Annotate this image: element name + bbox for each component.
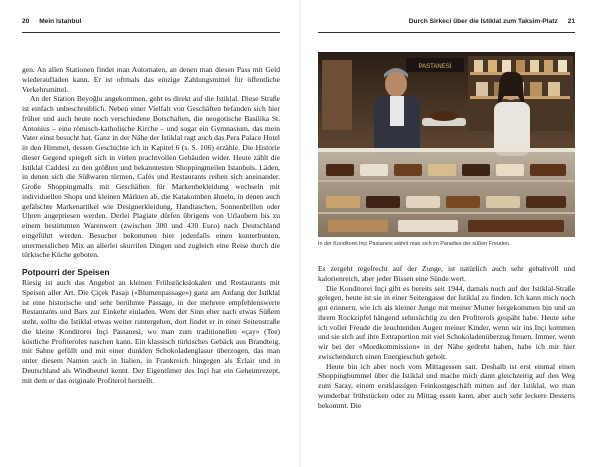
pastry-shop-photo: [318, 52, 575, 237]
paragraph: Riesig ist auch das Angebot an kleinen Frühstückslokalen und Restaurants mit Speisen aller Art. Die Çiçek Pasajı («Blumenpassage») ganz am Anfang der Istiklal ist eine historische und sehr berühmte Passage, in der mehrere empfehlenswerte Restaurants und Bars zur Einkehr einladen. Wem der Sinn eher nach etwas Süßem steht, sollte die Istiklal etwas weiter runtergehen, dort findet er in einer Seitenstraße die kleine Konditorei Inçi Pastanesi, wo man zum traditionellen «çay» (Tee) köstliche Profiteroles naschen kann. Ein klassisch türkisches Gebäck aus Brandteig, mit Sahne gefüllt und mit einer dunklen Schokoladenglasur überzogen, das man unter diesem Namen auch in Italien, in Frankreich hingegen als Éclair und in Deutschland als Windbeutel kennt. Der Eigentümer des Inçi hat ein Geheimrezept, mit dem er das originale Profiterol herstellt.: [22, 278, 280, 385]
paragraph: Heute bin ich aber noch vom Mittagessen satt. Deshalb ist erst einmal einen Shoppingbummel über die Istiklal und mache mich dann gleichzeitig auf den Weg zum Saray, einem erstklassigen Feinkostgeschäft mitten auf der Istiklal, wo man wunderbar frühstücken oder zu Mittag essen kann, aber auch sehr leckere Desserts bekommt. Die: [318, 361, 575, 410]
shop-sign-text: PASTANESİ: [418, 64, 452, 70]
right-page-number: 21: [567, 18, 575, 25]
paragraph: Es zergeht regelrecht auf der Zunge, ist natürlich auch sehr gehaltvoll und kalorienreich, aber jeder Bissen eine Sünde wert.: [318, 264, 575, 283]
paragraph: gen. An allen Stationen findet man Automaten, an denen man diesen Pass mit Geld wiederaufladen kann. Er ist oftmals das einzige Zahlungsmittel für öffentliche Verkehrsmittel.: [22, 65, 280, 94]
section-heading: Potpourri der Speisen: [22, 267, 110, 277]
paragraph: Die Konditorei Inçi gibt es bereits seit 1944, damals noch auf der Istiklal-Straße gelegen, heute ist sie in einer Seitengasse der Istiklal zu finden. Ich kann mich noch gut erinnern, wie ich als kleiner Junge mit meiner Mutter hergekommen bin und an ihrem Rockzipfel hängend sehnsüchtig zu den Profiterols gespäht habe. Heute sehe ich voller Freude die leuchtenden Augen meiner Kinder, wenn wir ins Inçi kommen und sie sich auf ihre Extraportion mit viel Schokoladenüberzug freuen. Immer, wenn wir bei der «Mordkommission» in der Nähe gedreht haben, habe ich mir hier zwischendurch einen Energieschub geholt.: [318, 283, 575, 361]
left-page-body: [22, 65, 280, 385]
left-running-title: Mein Istanbul: [39, 18, 82, 25]
left-page-header: [22, 18, 280, 33]
book-gutter: [299, 0, 301, 467]
right-page-header: [318, 18, 575, 33]
paragraph: An der Station Beyoğlu angekommen, geht es direkt auf die Istiklal. Diese Straße ist einfach unbeschreiblich. Neben einer Vielfalt von Geschäften befanden sich hier früher und auch heute noch verschiedene Botschaften, die neogotische Basilika St. Antonius – eine römisch-katholische Kirche – und sogar ein Gymnasium, das mein Vater einst besucht hat. Ganz in der Nähe der Istiklal ragt auch das Pera Palace Hotel in den Himmel, dessen Geschichte ich in Kapitel 6 (s. S. 106) erzähle. Die Historie dieser Gegend spiegelt sich in vielen prachtvollen Gebäuden wider. Heute zählt die Istiklal Caddesi zu den größten und bekanntesten Shoppingmeilen Istanbuls. Läden, in denen sich die Süßwaren türmen, Cafés und Restaurants reihen sich aneinander. Große Shoppingmalls mit Geschäften für Markenbekleidung wechseln mit individuellen Shops und kleinen Märkten ab, die Katakomben ähneln, in denen auch gefälschte Markenartikel wie Designerkleidung, Handtaschen, Sonnenbrillen oder Uhren angepriesen werden. Derlei Plagiate dürfen übrigens von Urlaubern bis zu einem bestimmten Warenwert (zwischen 300 und 430 Euro) nach Deutschland eingeführt werden. Besucher bekommen hier jedenfalls einen kunterbunten, unermesslichen Mix an allerlei skurrilen Dingen und zugleich eine Reise durch die türkische Küche geboten.: [22, 94, 280, 260]
left-page-number: 20: [22, 18, 30, 25]
right-page-body: [318, 264, 575, 410]
photo-caption: In der Konditorei Inçi Pastanesi wähnt man sich im Paradies der süßen Freuden.: [318, 241, 511, 247]
right-running-title: Durch Sirkeci über die Istiklal zum Taksim-Platz: [408, 18, 558, 25]
